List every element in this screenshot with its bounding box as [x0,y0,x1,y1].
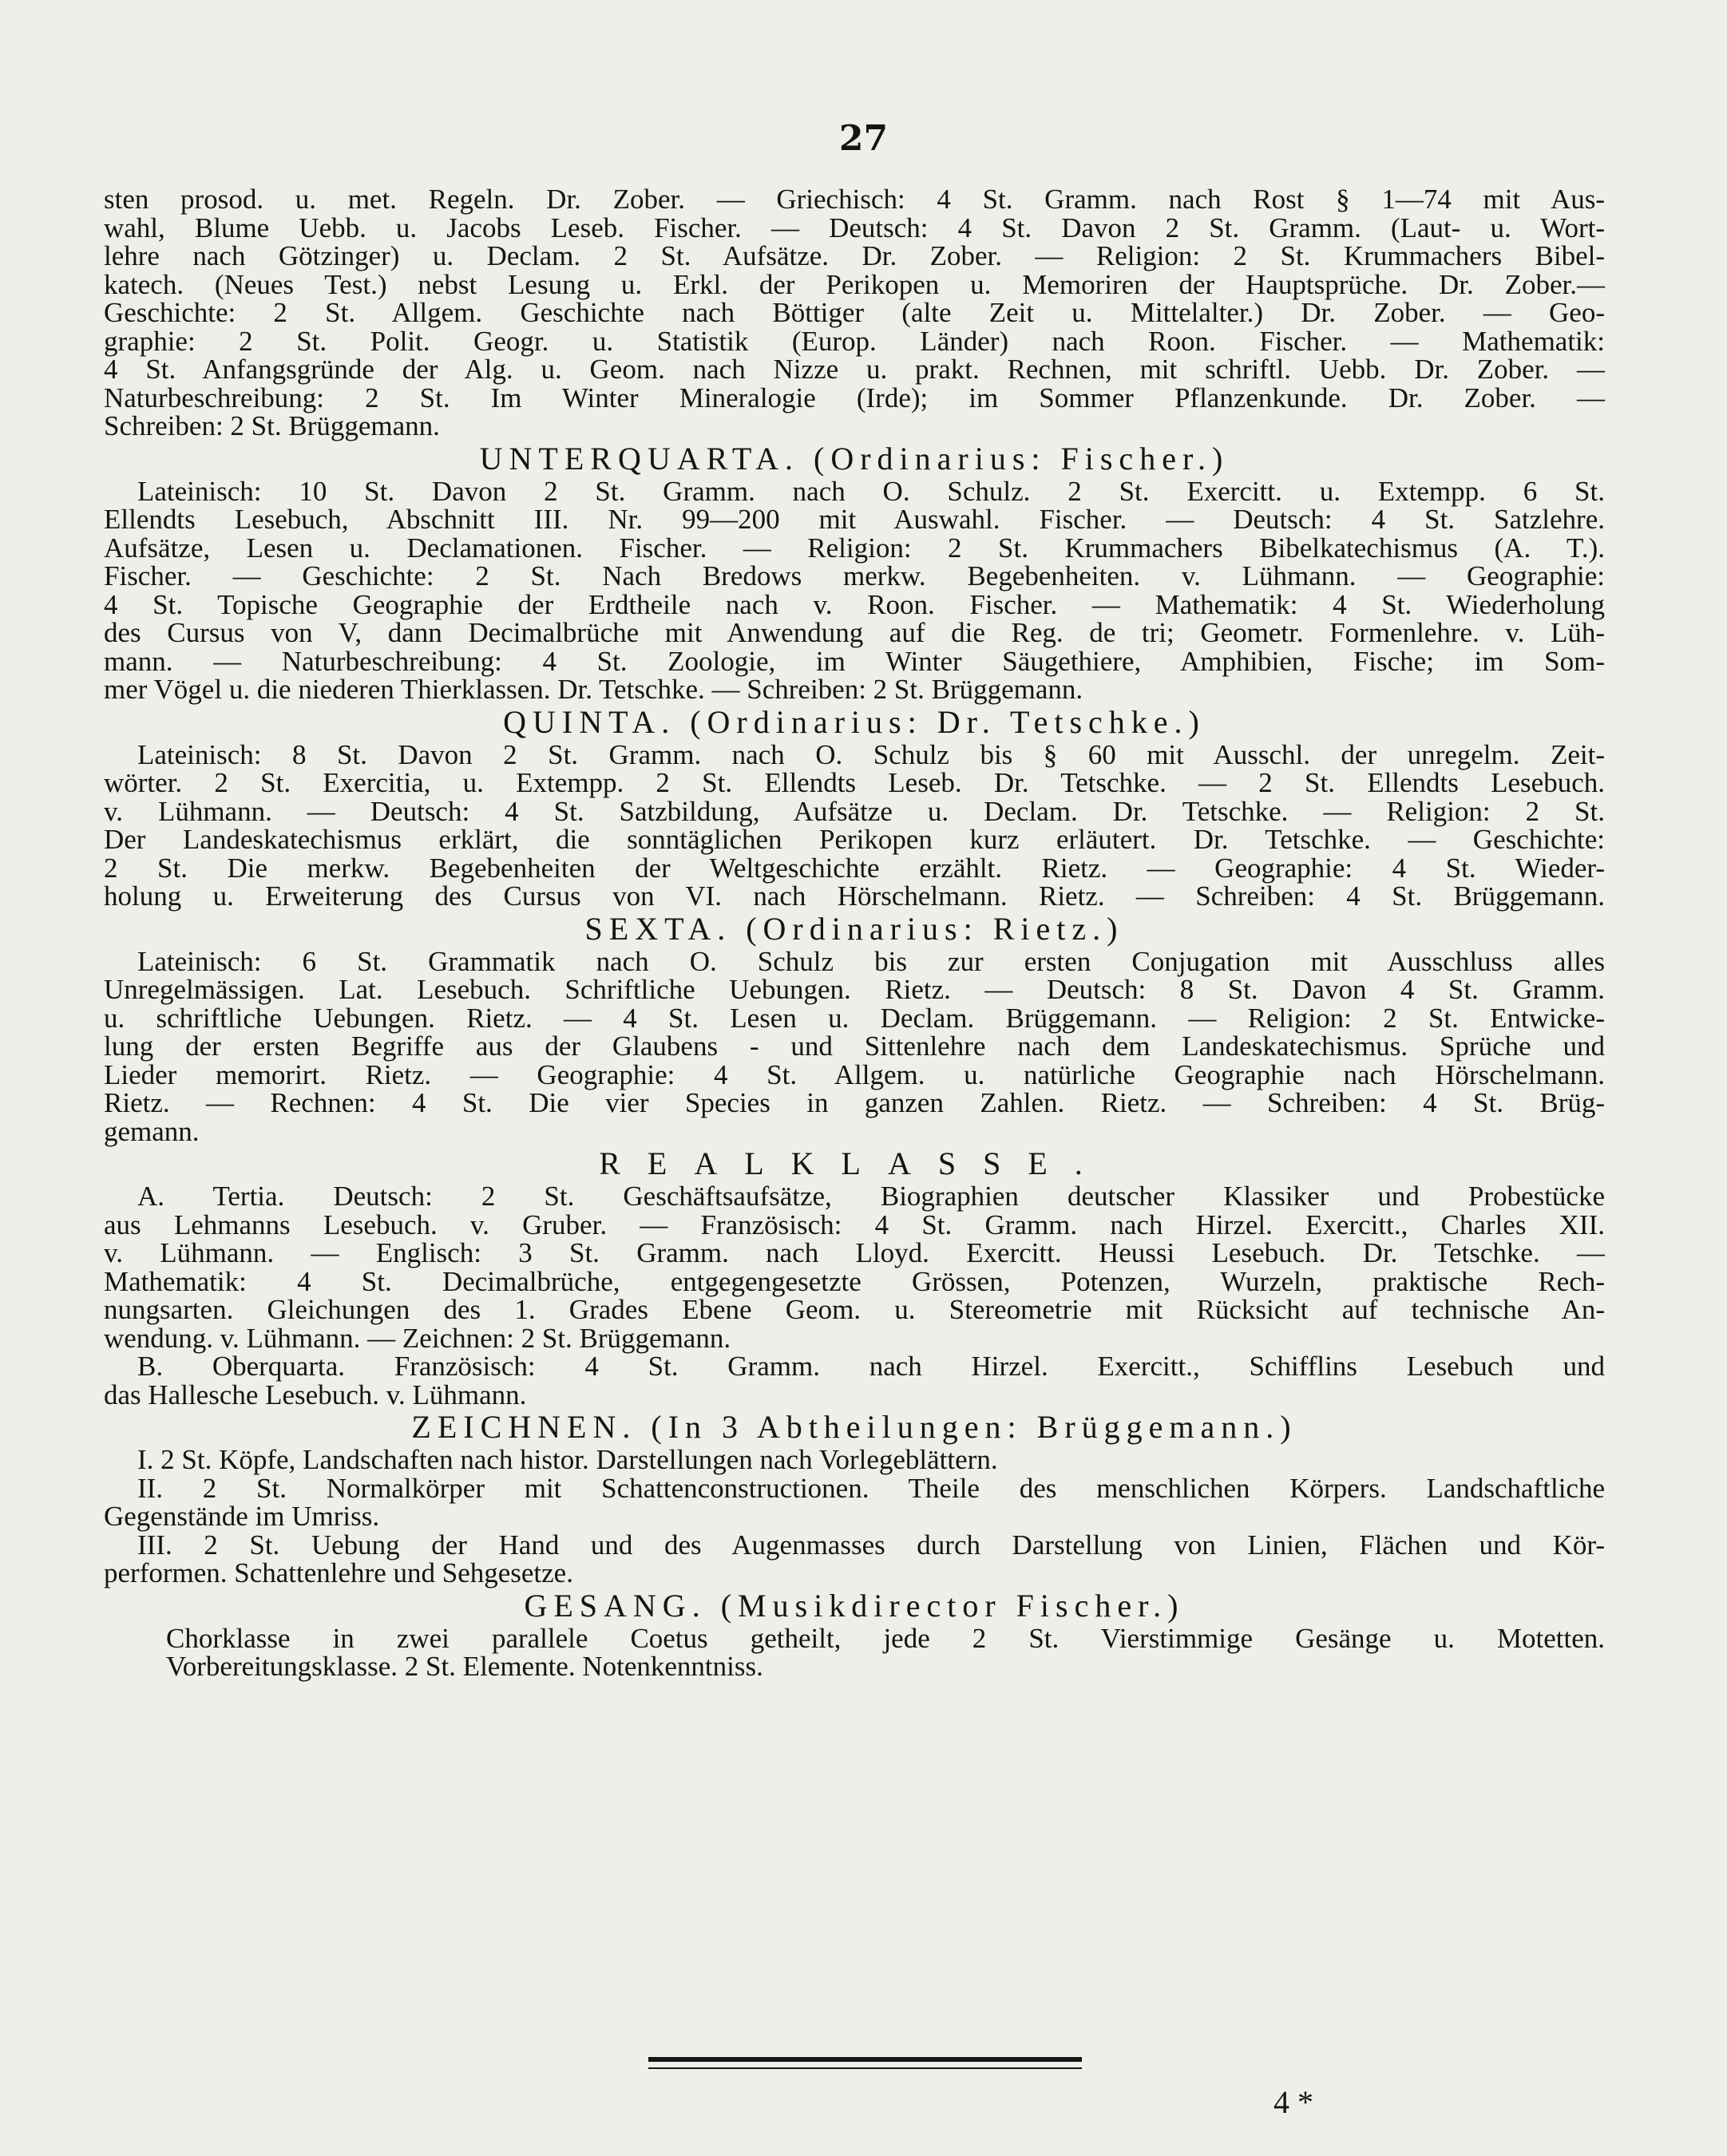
text-line: nungsarten. Gleichungen des 1. Grades Ebene Geom. u. Stereometrie mit Rücksicht auf technische An- [104,1294,1605,1325]
text-line: lehre nach Götzinger) u. Declam. 2 St. Aufsätze. Dr. Zober. — Religion: 2 St. Krummachers Bibel- [104,240,1605,271]
text-line: graphie: 2 St. Polit. Geogr. u. Statistik (Europ. Länder) nach Roon. Fischer. — Mathematik: [104,325,1605,357]
text-line: Ellendts Lesebuch, Abschnitt III. Nr. 99—200 mit Auswahl. Fischer. — Deutsch: 4 St. Satzlehre. [104,504,1605,535]
text-line: I. 2 St. Köpfe, Landschaften nach histor. Darstellungen nach Vorlegeblättern. [137,1444,998,1475]
text-line: holung u. Erweiterung des Cursus von VI. nach Hörschelmann. Rietz. — Schreiben: 4 St. Brüggemann. [104,880,1605,912]
text-line: Aufsätze, Lesen u. Declamationen. Fischer. — Religion: 2 St. Krummachers Bibelkatechismus (A. T.). [104,532,1605,564]
text-line: Lieder memorirt. Rietz. — Geographie: 4 St. Allgem. u. natürliche Geographie nach Hörschelmann. [104,1058,1605,1090]
closing-rule-thin [648,2067,1082,2069]
text-line: B. Oberquarta. Französisch: 4 St. Gramm. nach Hirzel. Exercitt., Schifflins Lesebuch und [137,1351,1605,1382]
text-line: u. schriftliche Uebungen. Rietz. — 4 St. Lesen u. Declam. Brüggemann. — Religion: 2 St. Entwicke- [104,1002,1605,1034]
text-line: Geschichte: 2 St. Allgem. Geschichte nach Böttiger (alte Zeit u. Mittelalter.) Dr. Zober. — Geo- [104,297,1605,328]
closing-rule-thick [648,2057,1082,2062]
text-line: Mathematik: 4 St. Decimalbrüche, entgegengesetzte Grössen, Potenzen, Wurzeln, praktische Rech- [104,1265,1605,1297]
text-line: Unregelmässigen. Lat. Lesebuch. Schriftliche Uebungen. Rietz. — Deutsch: 8 St. Davon 4 St. Gramm. [104,974,1605,1005]
text-line: performen. Schattenlehre und Sehgesetze. [104,1557,573,1588]
text-line: mer Vögel u. die niederen Thierklassen. Dr. Tetschke. — Schreiben: 2 St. Brüggemann. [104,674,1083,705]
text-line: aus Lehmanns Lesebuch. v. Gruber. — Französisch: 4 St. Gramm. nach Hirzel. Exercitt., Charles XII. [104,1209,1605,1240]
text-line: Lateinisch: 8 St. Davon 2 St. Gramm. nach O. Schulz bis § 60 mit Ausschl. der unregelm. Zeit- [137,738,1605,770]
text-line: Lateinisch: 10 St. Davon 2 St. Gramm. nach O. Schulz. 2 St. Exercitt. u. Extempp. 6 St. [137,475,1605,507]
text-line: Schreiben: 2 St. Brüggemann. [104,410,440,441]
text-line: katech. (Neues Test.) nebst Lesung u. Erkl. der Perikopen u. Memoriren der Hauptsprüche. Dr. Zober.— [104,268,1605,300]
text-line: II. 2 St. Normalkörper mit Schattenconstructionen. Theile des menschlichen Körpers. Landschaftliche [137,1472,1605,1504]
text-line: 4 St. Topische Geographie der Erdtheile nach v. Roon. Fischer. — Mathematik: 4 St. Wiederholung [104,588,1605,620]
text-line: Gegenstände im Umriss. [104,1501,380,1532]
signature-mark: 4 * [1273,2084,1313,2120]
text-line: das Hallesche Lesebuch. v. Lühmann. [104,1379,527,1410]
text-line: lung der ersten Begriffe aus der Glaubens - und Sittenlehre nach dem Landeskatechismus. Sprüche und [104,1031,1605,1062]
text-line: wahl, Blume Uebb. u. Jacobs Leseb. Fischer. — Deutsch: 4 St. Davon 2 St. Gramm. (Laut- u. Wort- [104,212,1605,243]
text-line: v. Lühmann. — Englisch: 3 St. Gramm. nach Lloyd. Exercitt. Heussi Lesebuch. Dr. Tetschke. — [104,1237,1605,1268]
text-line: sten prosod. u. met. Regeln. Dr. Zober. — Griechisch: 4 St. Gramm. nach Rost § 1—74 mit Aus- [104,184,1605,215]
text-line: Vorbereitungsklasse. 2 St. Elemente. Notenkenntniss. [166,1651,763,1682]
text-line: wörter. 2 St. Exercitia, u. Extempp. 2 St. Ellendts Leseb. Dr. Tetschke. — 2 St. Ellendts Lesebuch. [104,767,1605,798]
page-number: 27 [838,118,889,159]
text-line: Lateinisch: 6 St. Grammatik nach O. Schulz bis zur ersten Conjugation mit Ausschluss alles [137,945,1605,977]
section-heading: REALKLASSE. [599,1145,1110,1181]
section-heading: SEXTA. (Ordinarius: Rietz.) [584,910,1124,947]
text-line: mann. — Naturbeschreibung: 4 St. Zoologie, im Winter Säugethiere, Amphibien, Fische; im Som- [104,645,1605,677]
section-heading: ZEICHNEN. (In 3 Abtheilungen: Brüggemann.) [411,1409,1297,1445]
text-line: Der Landeskatechismus erklärt, die sonntäglichen Perikopen kurz erläutert. Dr. Tetschke. — Geschichte: [104,824,1605,855]
text-line: gemann. [104,1115,200,1147]
text-line: des Cursus von V, dann Decimalbrüche mit Anwendung auf die Reg. de tri; Geometr. Formenlehre. v. Lüh- [104,617,1605,648]
text-line: Rietz. — Rechnen: 4 St. Die vier Species in ganzen Zahlen. Rietz. — Schreiben: 4 St. Brüg- [104,1087,1605,1118]
text-line: 4 St. Anfangsgründe der Alg. u. Geom. nach Nizze u. prakt. Rechnen, mit schriftl. Uebb. Dr. Zober. — [104,354,1605,385]
text-line: 2 St. Die merkw. Begebenheiten der Weltgeschichte erzählt. Rietz. — Geographie: 4 St. Wieder- [104,852,1605,884]
section-heading: QUINTA. (Ordinarius: Dr. Tetschke.) [503,703,1206,740]
text-line: Chorklasse in zwei parallele Coetus getheilt, jede 2 St. Vierstimmige Gesänge u. Motetten. [166,1622,1605,1654]
text-line: Naturbeschreibung: 2 St. Im Winter Mineralogie (Irde); im Sommer Pflanzenkunde. Dr. Zober. — [104,382,1605,413]
text-line: wendung. v. Lühmann. — Zeichnen: 2 St. Brüggemann. [104,1322,731,1354]
body-text [104,185,1605,1681]
text-line: A. Tertia. Deutsch: 2 St. Geschäftsaufsätze, Biographien deutscher Klassiker und Probestücke [137,1181,1605,1212]
text-line: III. 2 St. Uebung der Hand und des Augenmasses durch Darstellung von Linien, Flächen und Kör- [137,1529,1605,1561]
section-heading: UNTERQUARTA. (Ordinarius: Fischer.) [479,440,1230,477]
section-heading: GESANG. (Musikdirector Fischer.) [524,1587,1185,1624]
text-line: Fischer. — Geschichte: 2 St. Nach Bredows merkw. Begebenheiten. v. Lühmann. — Geographie: [104,560,1605,591]
text-line: v. Lühmann. — Deutsch: 4 St. Satzbildung, Aufsätze u. Declam. Dr. Tetschke. — Religion: 2 St. [104,795,1605,827]
